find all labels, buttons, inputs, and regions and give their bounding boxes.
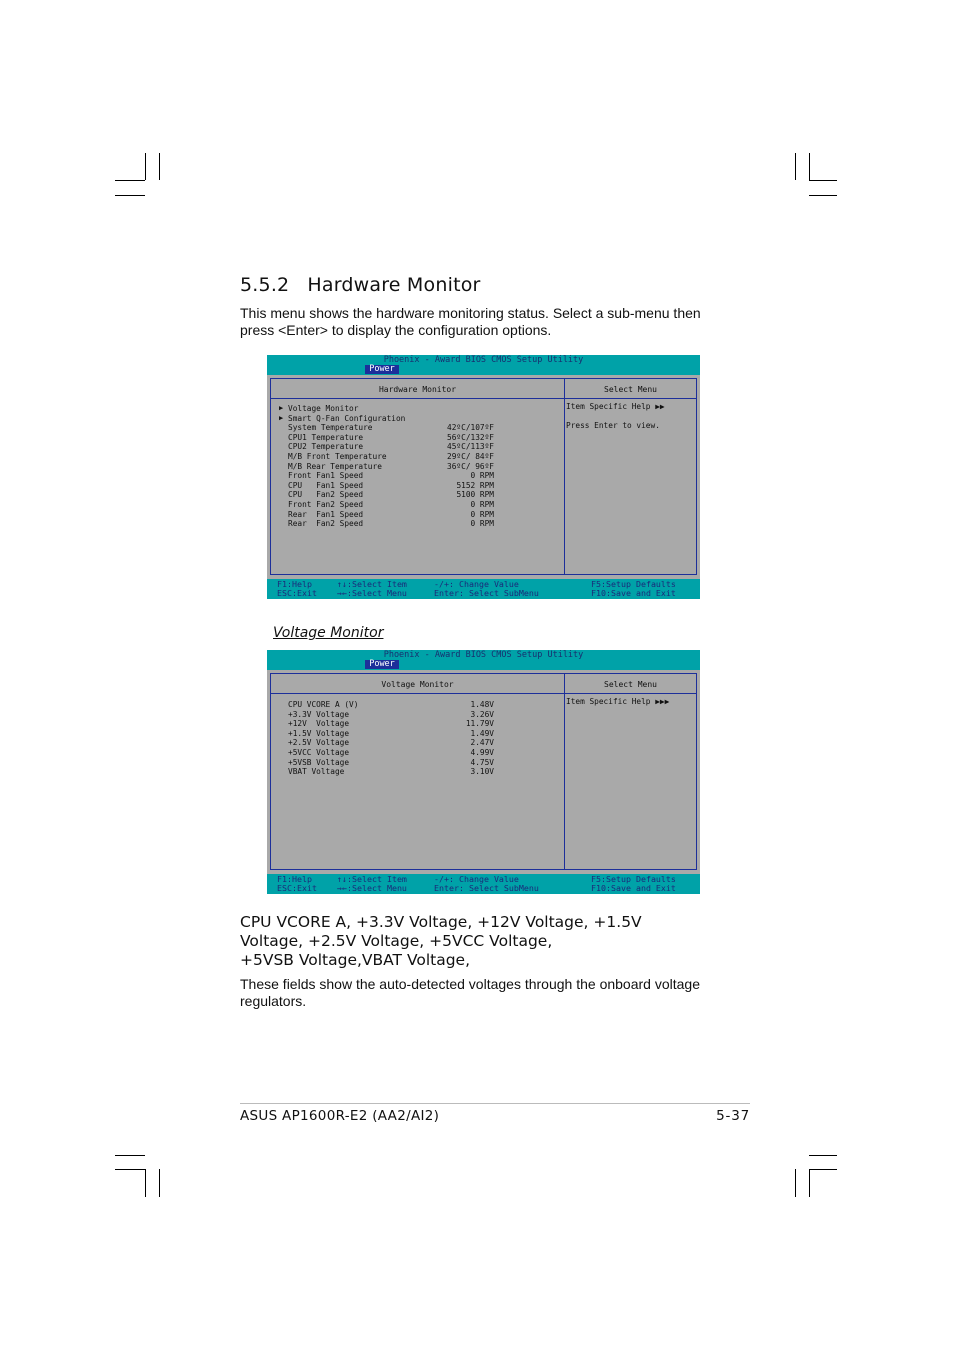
bios-title: Phoenix - Award BIOS CMOS Setup Utility <box>383 650 584 660</box>
subsection-title: Voltage Monitor <box>273 625 384 641</box>
bios-key-hint: ESC:Exit <box>277 883 317 894</box>
bios-item-row[interactable] <box>279 738 549 748</box>
footer-rule <box>240 1103 750 1104</box>
bios-item-value: 4.99V <box>470 747 494 757</box>
bios-panel <box>267 375 700 579</box>
bios-key-hint: ↑↓:Select Item <box>337 579 407 589</box>
bios-item-label: System Temperature <box>288 423 373 433</box>
bios-item-label: Front Fan1 Speed <box>288 471 364 481</box>
crop-mark <box>809 195 837 196</box>
crop-mark <box>809 153 810 180</box>
bios-item-label: CPU1 Temperature <box>288 432 364 442</box>
bios-item-row[interactable] <box>279 433 549 443</box>
bios-item-row[interactable] <box>279 452 549 462</box>
bios-item-label: +1.5V Voltage <box>288 728 350 738</box>
section-title-text: Hardware Monitor <box>307 274 481 296</box>
bios-divider <box>271 398 696 399</box>
bios-item-row[interactable] <box>279 423 549 433</box>
bios-key-legend-column <box>337 580 407 598</box>
crop-mark <box>809 1169 837 1170</box>
bios-item-label: Voltage Monitor <box>288 404 359 413</box>
bios-item-row[interactable] <box>279 758 549 768</box>
bios-key-legend <box>267 580 700 599</box>
crop-mark <box>115 180 145 181</box>
bios-key-hint: Enter: Select SubMenu <box>434 883 539 894</box>
fields-description: These fields show the auto-detected voltages through the onboard voltage regulators. <box>240 976 700 1009</box>
bios-key-hint: F5:Setup Defaults <box>591 579 676 589</box>
bios-item-value: 1.48V <box>470 700 494 709</box>
bios-divider <box>271 693 696 694</box>
bios-left-header: Hardware Monitor <box>378 385 457 394</box>
bios-item-label: +12V Voltage <box>288 719 350 729</box>
bios-item-label: M/B Rear Temperature <box>288 461 382 471</box>
bios-key-hint: ↑↓:Select Item <box>337 874 407 884</box>
bios-item-row[interactable] <box>279 700 549 710</box>
bios-key-hint: ESC:Exit <box>277 588 317 599</box>
bios-item-list <box>279 700 549 777</box>
bios-item-value: 42ºC/107ºF <box>447 423 494 433</box>
bios-item-list <box>279 404 549 529</box>
bios-item-value: 1.49V <box>470 728 494 738</box>
bios-item-value: 3.10V <box>470 767 494 777</box>
bios-key-hint: Enter: Select SubMenu <box>434 588 539 599</box>
section-intro: This menu shows the hardware monitoring status. Select a sub-menu then press <Enter> to display the configuration options. <box>240 305 701 338</box>
bios-item-value: 3.26V <box>470 709 494 719</box>
bios-menubar <box>267 365 700 374</box>
bios-item-value: 45ºC/113ºF <box>447 442 494 452</box>
bios-key-legend-column <box>277 875 317 893</box>
crop-mark <box>809 1155 837 1156</box>
bios-right-header: Select Menu <box>604 680 657 689</box>
bios-item-row[interactable] <box>279 748 549 758</box>
bios-item-value: 11.79V <box>465 719 494 729</box>
bios-item-value: 4.75V <box>470 757 494 767</box>
bios-item-row[interactable] <box>279 442 549 452</box>
submenu-arrow-icon: ▶ <box>279 413 284 422</box>
crop-mark <box>159 153 160 180</box>
bios-item-row[interactable] <box>279 481 549 491</box>
bios-item-row[interactable] <box>279 414 549 424</box>
bios-item-label: +2.5V Voltage <box>288 738 350 748</box>
bios-item-value: 0 RPM <box>470 499 494 509</box>
bios-item-row[interactable] <box>279 510 549 520</box>
footer-page-number: 5-37 <box>716 1108 750 1124</box>
fields-heading-line: Voltage, +2.5V Voltage, +5VCC Voltage, <box>240 932 553 950</box>
bios-item-value: 2.47V <box>470 738 494 748</box>
bios-screen-voltage-monitor <box>267 650 700 894</box>
bios-divider <box>564 379 565 574</box>
crop-mark <box>809 1169 810 1197</box>
bios-help-text: Item Specific Help ▶▶▶ <box>566 697 670 706</box>
bios-item-value: 0 RPM <box>470 519 494 529</box>
bios-item-label: Rear Fan2 Speed <box>288 519 364 529</box>
bios-item-label: +5VCC Voltage <box>288 747 350 757</box>
crop-mark <box>115 1169 145 1170</box>
crop-mark <box>795 1169 796 1197</box>
bios-key-hint: →←:Select Menu <box>337 588 407 599</box>
bios-help-panel <box>566 697 686 716</box>
bios-key-legend-column <box>591 875 676 893</box>
bios-key-hint: F10:Save and Exit <box>591 883 676 894</box>
bios-key-hint: -/+: Change Value <box>434 579 519 589</box>
bios-menu-power[interactable]: Power <box>365 365 399 374</box>
fields-heading-line: CPU VCORE A, +3.3V Voltage, +12V Voltage, +1.5V <box>240 913 642 931</box>
bios-key-hint: F10:Save and Exit <box>591 588 676 599</box>
bios-panel <box>267 670 700 874</box>
bios-key-legend <box>267 875 700 894</box>
crop-mark <box>115 195 145 196</box>
crop-mark <box>809 180 837 181</box>
bios-help-text: Press Enter to view. <box>566 421 660 431</box>
fields-heading-line: +5VSB Voltage,VBAT Voltage, <box>240 951 471 969</box>
fields-heading <box>240 913 720 970</box>
bios-key-legend-column <box>337 875 407 893</box>
bios-item-row[interactable] <box>279 471 549 481</box>
bios-item-value: 36ºC/ 96ºF <box>447 461 494 471</box>
bios-item-row[interactable] <box>279 767 549 777</box>
bios-item-row[interactable] <box>279 462 549 472</box>
bios-item-row[interactable] <box>279 490 549 500</box>
submenu-arrow-icon: ▶ <box>279 404 284 412</box>
bios-item-row[interactable] <box>279 710 549 720</box>
bios-title: Phoenix - Award BIOS CMOS Setup Utility <box>383 355 584 365</box>
bios-key-hint: F1:Help <box>277 874 312 884</box>
crop-mark <box>159 1169 160 1197</box>
bios-item-label: Smart Q-Fan Configuration <box>288 413 406 423</box>
bios-item-label: CPU Fan1 Speed <box>288 480 364 490</box>
bios-key-legend-column <box>434 580 539 598</box>
crop-mark <box>145 153 146 180</box>
bios-divider <box>564 674 565 869</box>
bios-menu-power[interactable]: Power <box>365 660 399 669</box>
bios-key-hint: →←:Select Menu <box>337 883 407 894</box>
bios-item-row[interactable] <box>279 404 549 414</box>
bios-item-label: CPU VCORE A (V) <box>288 700 359 709</box>
bios-item-row[interactable] <box>279 719 549 729</box>
bios-item-label: CPU Fan2 Speed <box>288 490 364 500</box>
bios-key-legend-column <box>277 580 317 598</box>
bios-key-hint: F1:Help <box>277 579 312 589</box>
bios-item-label: M/B Front Temperature <box>288 451 387 461</box>
bios-help-text: Item Specific Help ▶▶ <box>566 402 665 411</box>
bios-help-panel <box>566 402 686 440</box>
bios-item-value: 5152 RPM <box>456 480 494 490</box>
bios-right-header: Select Menu <box>604 385 657 394</box>
bios-key-hint: -/+: Change Value <box>434 874 519 884</box>
bios-item-label: Front Fan2 Speed <box>288 499 364 509</box>
bios-item-row[interactable] <box>279 519 549 529</box>
bios-screen-hardware-monitor <box>267 355 700 599</box>
crop-mark <box>115 1155 145 1156</box>
crop-mark <box>145 1169 146 1197</box>
bios-key-hint: F5:Setup Defaults <box>591 874 676 884</box>
bios-item-value: 29ºC/ 84ºF <box>447 451 494 461</box>
bios-item-value: 5100 RPM <box>456 490 494 500</box>
bios-item-label: CPU2 Temperature <box>288 442 364 452</box>
bios-item-row[interactable] <box>279 729 549 739</box>
bios-item-value: 56ºC/132ºF <box>447 432 494 442</box>
bios-item-row[interactable] <box>279 500 549 510</box>
footer-product-name: ASUS AP1600R-E2 (AA2/AI2) <box>240 1108 440 1124</box>
bios-menubar <box>267 660 700 669</box>
bios-item-label: VBAT Voltage <box>288 767 345 777</box>
section-number: 5.5.2 <box>240 274 290 296</box>
bios-key-legend-column <box>591 580 676 598</box>
bios-item-label: Rear Fan1 Speed <box>288 509 364 519</box>
bios-item-value: 0 RPM <box>470 509 494 519</box>
bios-left-header: Voltage Monitor <box>381 680 454 689</box>
bios-item-value: 0 RPM <box>470 471 494 481</box>
section-title <box>240 274 481 296</box>
bios-item-label: +5VSB Voltage <box>288 757 350 767</box>
crop-mark <box>795 153 796 180</box>
bios-item-label: +3.3V Voltage <box>288 709 350 719</box>
bios-key-legend-column <box>434 875 539 893</box>
